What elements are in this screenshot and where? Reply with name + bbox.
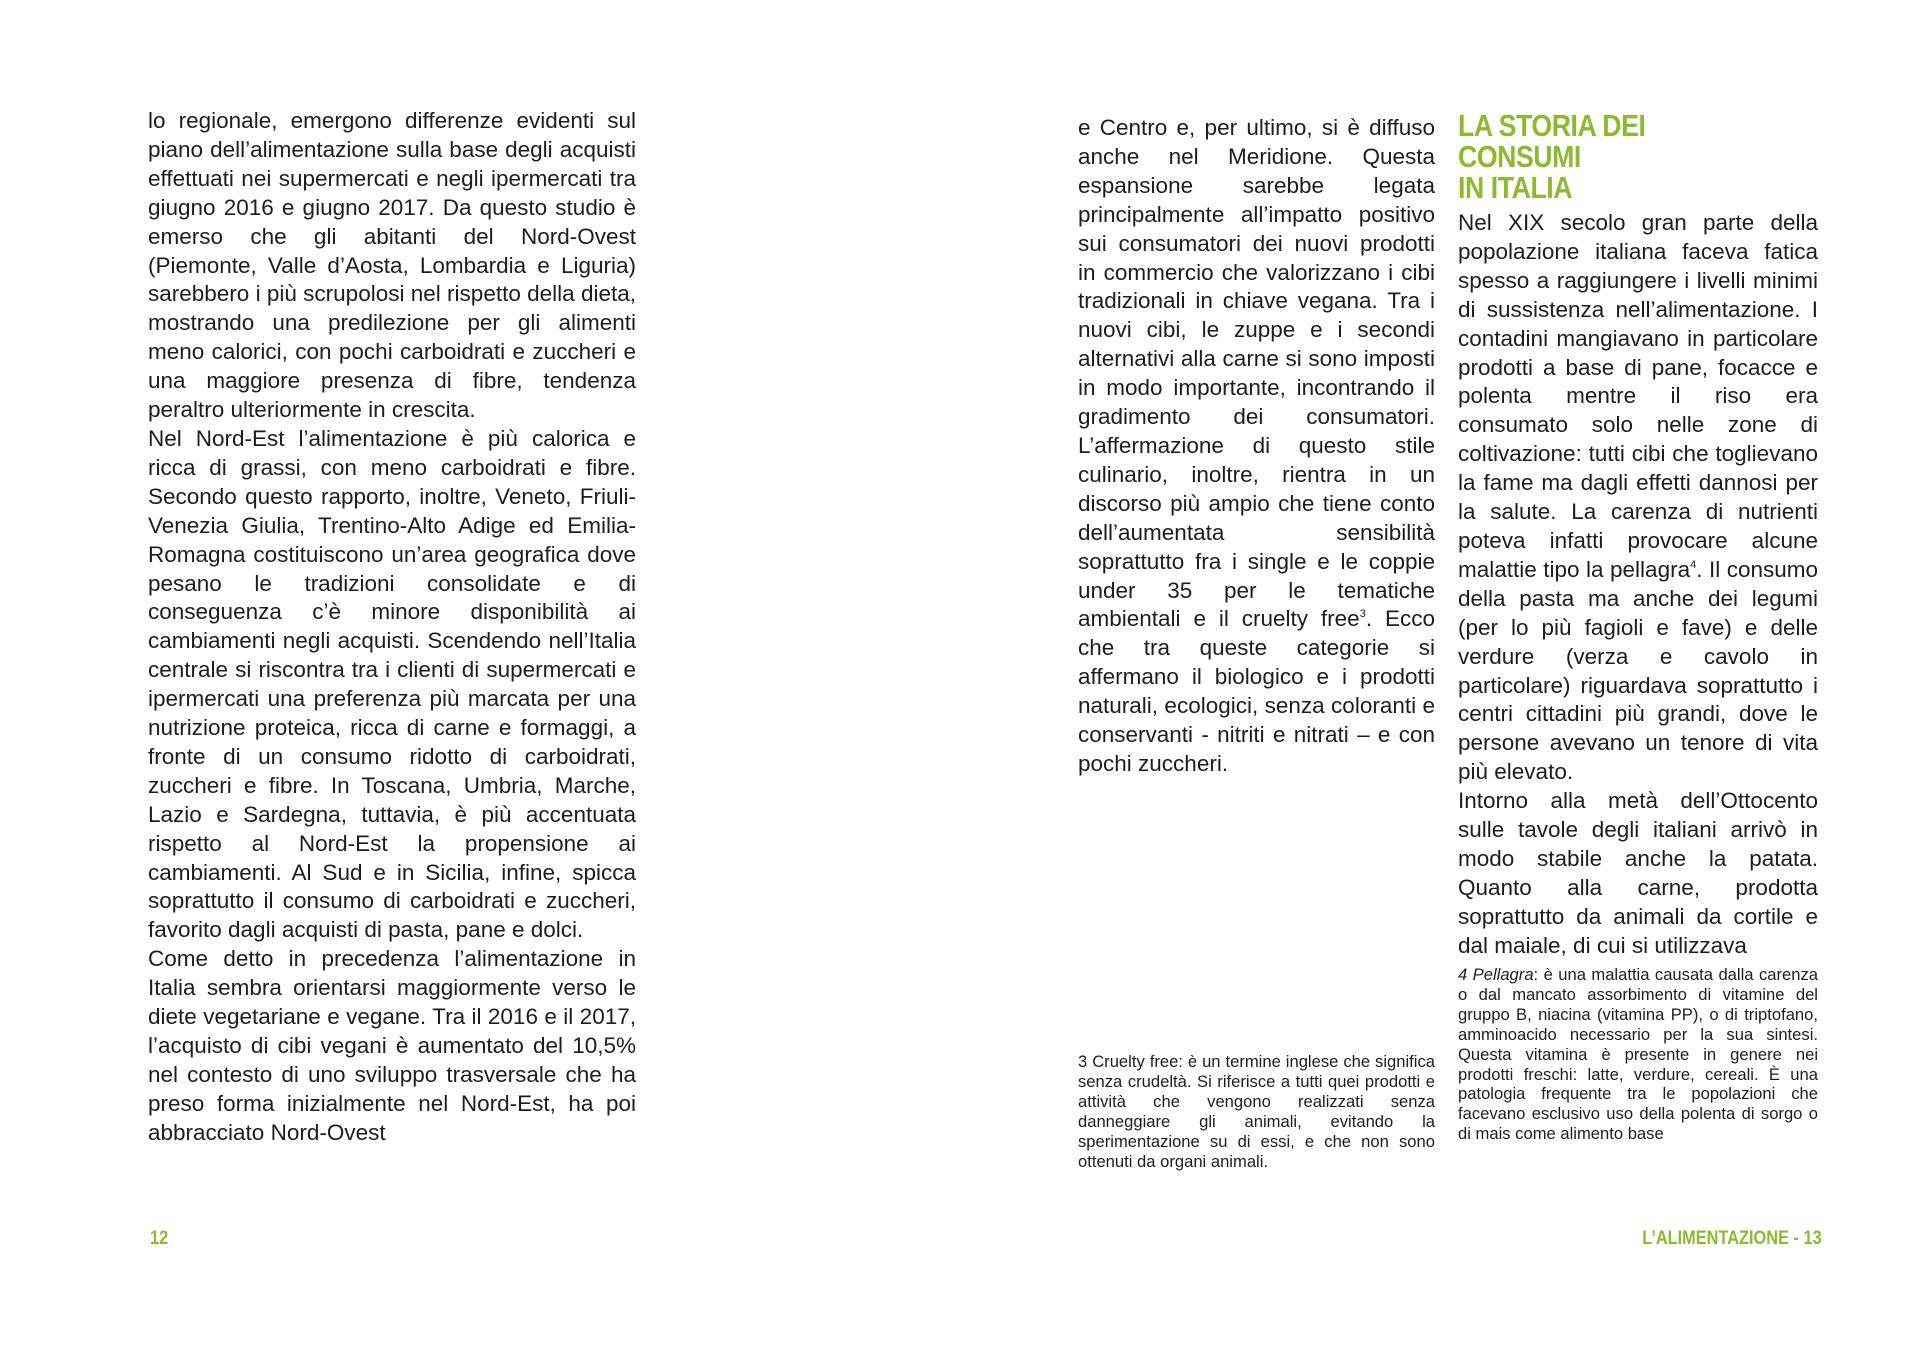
right-paragraph-2: Intorno alla metà dell’Ottocento sulle tavole degli italiani arrivò in modo stabile anche la patata. Quanto alla carne, prodotta soprattutto da animali da cortile e dal maiale, di cui si utilizzava: [1458, 788, 1818, 958]
footnote-3-text: 3 Cruelty free: è un termine inglese che significa senza crudeltà. Si riferisce a tutti quei prodotti e attività che vengono realizzati senza danneggiare gli animali, evitando la sperimentazione su di essi, e che non sono ottenuti da organi animali.: [1078, 1052, 1435, 1171]
left-paragraph-3: Come detto in precedenza l’alimentazione in Italia sembra orientarsi maggiormente verso le diete vegetariane e vegane. Tra il 2016 e il 2017, l’acquisto di cibi vegani è aumentato del 10,5% nel contesto di uno sviluppo trasversale che ha preso forma inizialmente nel Nord-Est, ha poi abbracciato Nord-Ovest: [148, 946, 636, 1145]
section-heading-line-1: LA STORIA DEI CONSUMI: [1458, 108, 1646, 174]
left-paragraph-1: lo regionale, emergono differenze evidenti sul piano dell’alimentazione sulla base degli acquisti effettuati nei supermercati e negli ipermercati tra giugno 2016 e giugno 2017. Da questo studio è emerso che gli abitanti del Nord-Ovest (Piemonte, Valle d’Aosta, Lombardia e Liguria) sarebbero i più scrupolosi nel rispetto della dieta, mostrando una predilezione per gli alimenti meno calorici, con pochi carboidrati e zuccheri e una maggiore presenza di fibre, tendenza peraltro ulteriormente in crescita.: [148, 108, 636, 423]
right-text-part-1: Nel XIX secolo gran parte della popolazione italiana faceva fatica spesso a raggiungere i livelli minimi di sussistenza nell’alimentazione. I contadini mangiavano in particolare prodotti a base di pane, focacce e polenta mentre il riso era consumato solo nelle zone di coltivazione: tutti cibi che toglievano la fame ma dagli effetti dannosi per la salute. La carenza di nutrienti poteva infatti provocare alcune malattie tipo la pellagra: [1458, 210, 1818, 582]
footnote-4-body: : è una malattia causata dalla carenza o dal mancato assorbimento di vitamine del gruppo B, niacina (vitamina PP), o di triptofano, amminoacido necessario per la sua sintesi. Questa vitamina è presente in genere nei prodotti freschi: latte, verdure, cereali. È una patologia frequente tra le popolazioni che facevano esclusivo uso della polenta di sorgo o di mais come alimento base: [1458, 965, 1818, 1144]
middle-text-part-1: e Centro e, per ultimo, si è diffuso anche nel Meridione. Questa espansione sarebbe legata principalmente all’impatto positivo sui consumatori dei nuovi prodotti in commercio che valorizzano i cibi tradizionali in chiave vegana. Tra i nuovi cibi, le zuppe e i secondi alternativi alla carne si sono imposti in modo importante, incontrando il gradimento dei consumatori. L’affermazione di questo stile culinario, inoltre, rientra in un discorso più ampio che tiene conto dell’aumentata sensibilità soprattutto fra i single e le coppie under 35 per le tematiche ambientali e il cruelty free: [1078, 115, 1435, 632]
right-paragraph-1: [1458, 209, 1818, 787]
footnote-4-term: 4 Pellagra: [1458, 965, 1534, 984]
footnote-3: [1078, 1052, 1435, 1171]
left-page-body: [148, 107, 636, 1148]
footnote-ref-4: 4: [1690, 558, 1697, 571]
middle-text-part-2: . Ecco che tra queste categorie si affermano il biologico e i prodotti naturali, ecologici, senza coloranti e conservanti - nitriti e nitrati – e con pochi zuccheri.: [1078, 606, 1435, 776]
left-paragraph-2: Nel Nord-Est l’alimentazione è più calorica e ricca di grassi, con meno carboidrati e fibre. Secondo questo rapporto, inoltre, Veneto, Friuli-Venezia Giulia, Trentino-Alto Adige ed Emilia-Romagna costituiscono un’area geografica dove pesano le tradizioni consolidate e di conseguenza c’è minore disponibilità ai cambiamenti negli acquisti. Scendendo nell’Italia centrale si riscontra tra i clienti di supermercati e ipermercati una preferenza più marcata per una nutrizione proteica, ricca di carne e formaggi, a fronte di un consumo ridotto di carboidrati, zuccheri e fibre. In Toscana, Umbria, Marche, Lazio e Sardegna, tuttavia, è più accentuata rispetto al Nord-Est la propensione ai cambiamenti. Al Sud e in Sicilia, infine, spicca soprattutto il consumo di carboidrati e zuccheri, favorito dagli acquisti di pasta, pane e dolci.: [148, 425, 636, 943]
right-page-middle-column: [1078, 114, 1435, 779]
section-heading-line-2: IN ITALIA: [1458, 170, 1573, 205]
footnote-ref-3: 3: [1359, 608, 1366, 621]
page-folio-right: L’ALIMENTAZIONE - 13: [1642, 1228, 1822, 1249]
right-text-part-2: . Il consumo della pasta ma anche dei legumi (per lo più fagioli e fave) e delle verdure (verza e cavolo in particolare) riguardava soprattutto i centri cittadini più grandi, dove le persone avevano un tenore di vita più elevato.: [1458, 556, 1818, 785]
section-heading: [1458, 110, 1768, 203]
page-number-left: 12: [150, 1228, 169, 1249]
right-page-right-column: [1458, 110, 1818, 961]
footnote-4: [1458, 965, 1818, 1144]
footnote-4-text: [1458, 965, 1818, 1144]
middle-paragraph: [1078, 114, 1435, 779]
